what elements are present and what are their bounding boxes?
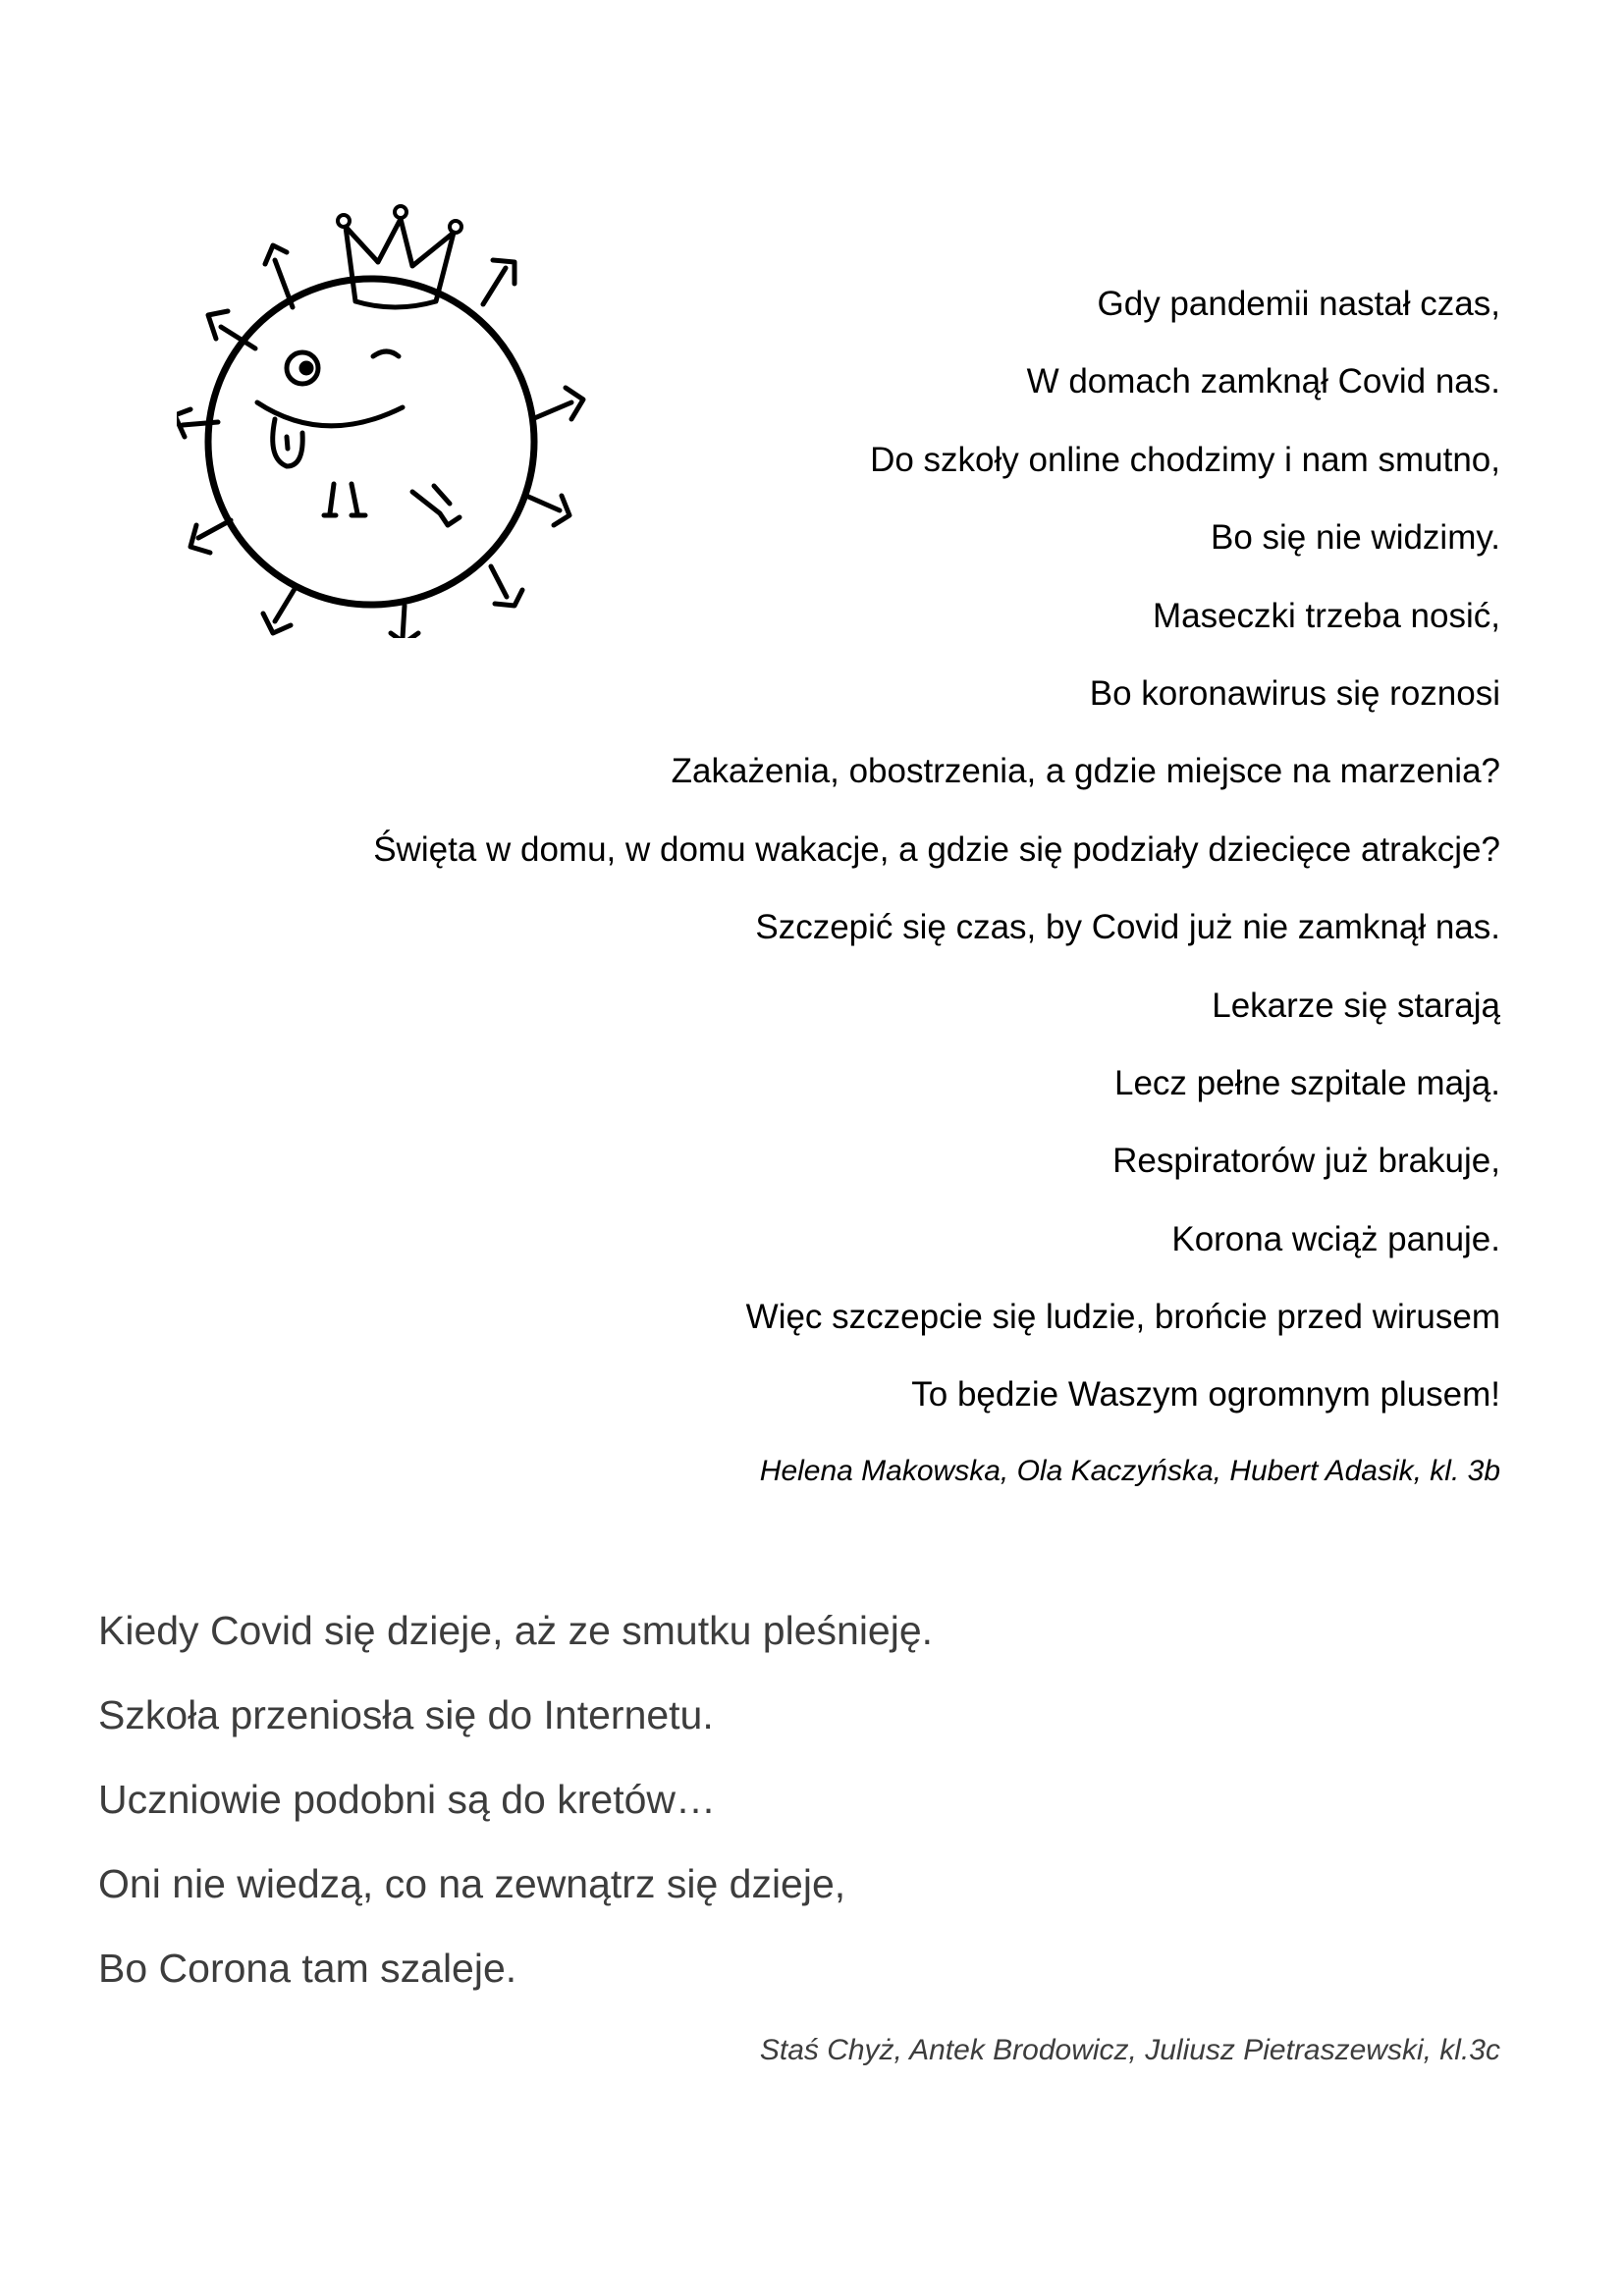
poem-line: Szczepić się czas, by Covid już nie zamknął nas. — [755, 908, 1500, 947]
poem-line: Do szkoły online chodzimy i nam smutno, — [870, 440, 1500, 479]
poem-line: Zakażenia, obostrzenia, a gdzie miejsce na marzenia? — [671, 752, 1500, 791]
poem-line: Maseczki trzeba nosić, — [1152, 596, 1500, 635]
poem-one — [126, 285, 1500, 1487]
poem-line: Korona wciąż panuje. — [1171, 1219, 1500, 1258]
poem-line: Bo koronawirus się roznosi — [1089, 673, 1500, 713]
poem-line: To będzie Waszym ogromnym plusem! — [911, 1375, 1500, 1415]
poem-line: Szkoła przeniosła się do Internetu. — [98, 1692, 714, 1737]
poem-one-author: Helena Makowska, Ola Kaczyńska, Hubert Adasik, kl. 3b — [759, 1455, 1500, 1487]
poem-two-author: Staś Chyż, Antek Brodowicz, Juliusz Pietraszewski, kl.3c — [759, 2034, 1500, 2066]
poem-line: Więc szczepcie się ludzie, brońcie przed wirusem — [745, 1298, 1500, 1337]
poem-line: Uczniowie podobni są do kretów… — [98, 1777, 716, 1822]
poem-line: W domach zamknął Covid nas. — [1026, 362, 1500, 401]
poem-line: Święta w domu, w domu wakacje, a gdzie się podziały dziecięce atrakcje? — [373, 829, 1500, 869]
poem-two — [98, 1608, 1522, 2030]
poem-line: Kiedy Covid się dzieje, aż ze smutku pleśnieję. — [98, 1608, 934, 1653]
poem-line: Bo się nie widzimy. — [1210, 518, 1500, 558]
poem-line: Lecz pełne szpitale mają. — [1114, 1063, 1500, 1102]
poem-line: Respiratorów już brakuje, — [1112, 1142, 1500, 1181]
poem-line: Lekarze się starają — [1212, 986, 1500, 1025]
poem-line: Bo Corona tam szaleje. — [98, 1946, 517, 1991]
poem-line: Oni nie wiedzą, co na zewnątrz się dzieje, — [98, 1861, 846, 1906]
poem-line: Gdy pandemii nastał czas, — [1097, 285, 1500, 323]
